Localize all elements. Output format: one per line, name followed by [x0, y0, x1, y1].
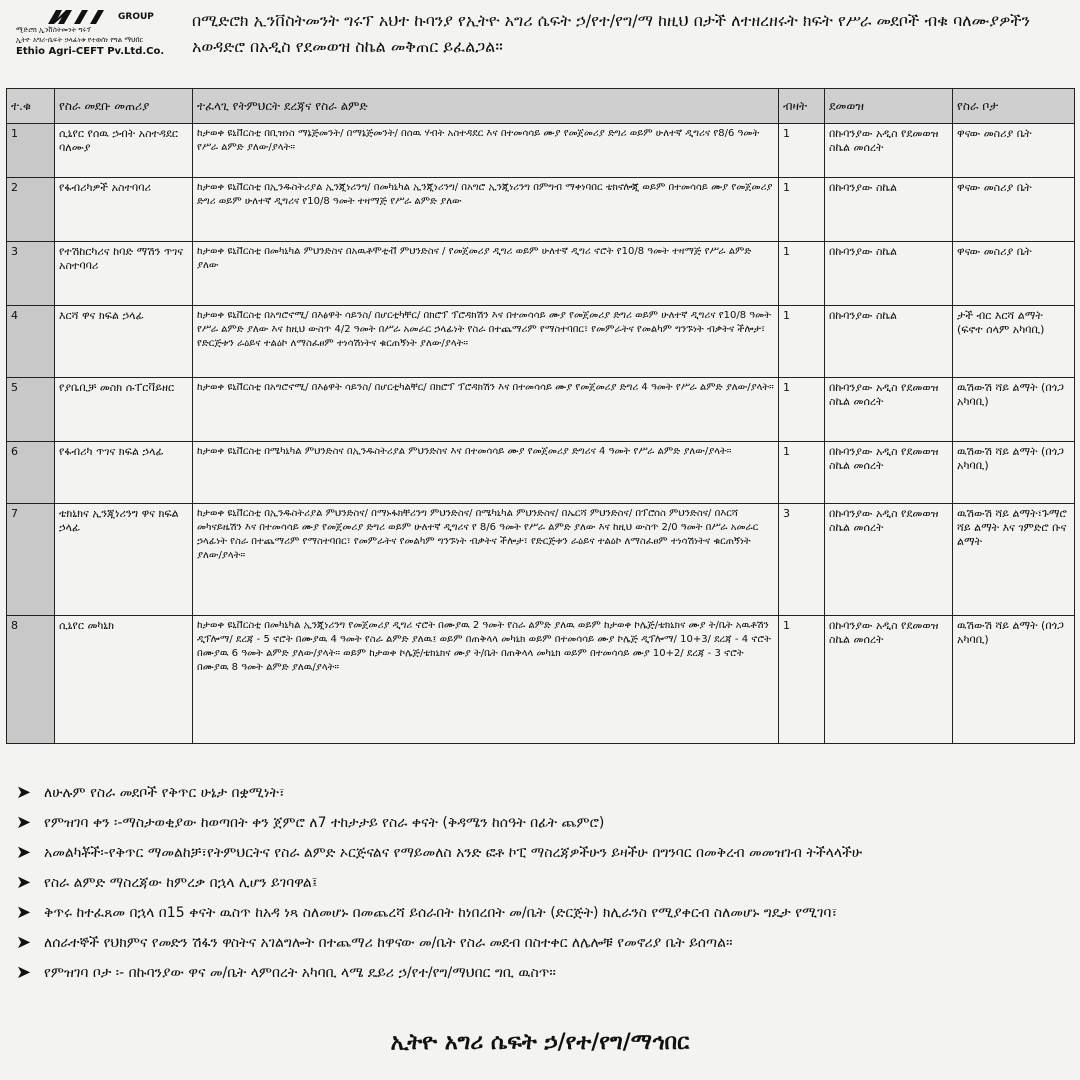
- row-title: የያቤቢቻ መስክ ሱፐርቫይዘር: [55, 378, 193, 442]
- row-number: 2: [7, 178, 55, 242]
- row-location: ዋናው መስሪያ ቤት: [953, 242, 1075, 306]
- list-item: [16, 928, 1076, 958]
- row-requirements: ከታወቀ ዩኒቨርስቲ በኢንዱስትሪያል ምህንድስና/ በማኑፋክቸሪንግ ምህንድስና/ በሜካኒካል ምህንድስና/ በኤርሻ ምህንድስና/ በፕሮሰስ ምህንድስና/ በእርሻ መካናይዜሽን እና በተመሳሳይ ሙያ የመጀመሪያ ድግሪ ወይም ሁለተኛ ዲግሪና የ 8/6 ዓመት የሥራ ልምድ ያለው እና ከዚህ ውስጥ 2/0 ዓመት በሥራ አመራር ኃላፊነት የስራ በተጨማሪም የማስተባበር፣ የመምራትና የመልካም ግንኙነት ብቃትና ችሎታ፣ የድርጅቱን ራዕይና ተልዕኮ ለማስፈፀም ተነሳሽነትና ቁርጠኝነት ያለው/ያላት።: [193, 504, 779, 616]
- arrow-bullet-icon: ➤: [16, 812, 32, 833]
- header-salary: ደመወዝ: [825, 89, 953, 124]
- row-quantity: 1: [779, 616, 825, 744]
- arrow-bullet-icon: ➤: [16, 782, 32, 803]
- header-number: ተ.ቁ: [7, 89, 55, 124]
- row-title: የፋብሪካ ጥገና ክፍል ኃላፊ: [55, 442, 193, 504]
- note-text: አመልካቾች፡-የቅጥር ማመልከቻ፣የትምህርትና የስራ ልምድ ኦርጅናልና የማይመለስ አንድ ፎቶ ኮፒ ማስረጃዎችሁን ይዛችሁ በግንባር በመቅረብ መመዝገብ ትችላላችሁ: [44, 845, 863, 861]
- table-row: [7, 504, 1075, 616]
- row-requirements: ከታወቀ ዩኒቨርስቲ በአግሮኖሚ/ በእፅዋት ሳይንስ/ በሆርቲካቸር/ በክሮፕ ፕሮዳክሽን እና በተመሳሳይ ሙያ የመጀመሪያ ድግሪ ወይም ሁለተኛ ዲግሪና የ10/8 ዓመት የሥራ ልምድ ያለው እና ከዚህ ውስጥ 4/2 ዓመት በሥራ አመራር ኃላፊነት የስራ በተጨማሪም የማስተባበር፣ የመምራትና የመልካም ግንኙነት ብቃትና ችሎታ፣ የድርጅቱን ራዕይና ተልዕኮ ለማስፈፀም ተነሳሽነትና ቁርጠኝነት ያለው/ያላት።: [193, 306, 779, 378]
- row-number: 4: [7, 306, 55, 378]
- row-title: እርሻ ዋና ክፍል ኃላፊ: [55, 306, 193, 378]
- row-location: ዉሽውሽ ሻይ ልማት (በጎጋ አካባቢ): [953, 442, 1075, 504]
- row-quantity: 1: [779, 242, 825, 306]
- row-requirements: ከታወቀ ዩኒቨርስቲ በመካኒካል ምህንድስና በአዉቶሞቲቭ ምህንድስና / የመጀመሪያ ዲግሪ ወይም ሁለተኛ ዲግሪ ኖሮት የ10/8 ዓመት ተዛማጅ የሥራ ልምድ ያለው: [193, 242, 779, 306]
- list-item: [16, 778, 1076, 808]
- row-requirements: ከታወቀ ዩኒቨርስቲ በኢንዱስትሪያል ኢንጂነሪንግ/ በመካኒካል ኢንጂነሪንግ/ በአግሮ ኢንጂነሪንግ በምግብ ማቀነባበር ቴክኖሎጂ ወይም በተመሳሳይ ሙያ የመጀመሪያ ድግሪ ወይም ሁለተኛ ዲግሪና የ10/8 ዓመት ተዛማጅ የሥራ ልምድ ያለው: [193, 178, 779, 242]
- row-quantity: 1: [779, 378, 825, 442]
- row-quantity: 1: [779, 442, 825, 504]
- page-header: [0, 0, 1080, 86]
- note-text: ቅጥሩ ከተፈጸመ በኋላ በ15 ቀናት ዉስጥ ከአዳ ነጻ ስለመሆኑ በመጨረሻ ይሰራበት ከነበረበት መ/ቤት (ድርጅት) ክሊራንስ የሚያቀርብ ስለመሆኑ ግዴታ የሚገባ፣: [44, 905, 838, 921]
- logo-amharic-line1: ሚድሮክ ኢንቨስትመንት ግሩፕ: [16, 26, 92, 34]
- list-item: [16, 808, 1076, 838]
- vacancy-table: [6, 88, 1075, 744]
- row-requirements: ከታወቀ ዩኒቨርስቲ በአግሮኖሚ/ በእፅዋት ሳይንስ/ በሆርቲካልቸር/ በክሮፕ ፕሮዳክሽን እና በተመሳሳይ ሙያ የመጀመሪያ ድግሪ 4 ዓመት የሥራ ልምድ ያለው/ያላት።: [193, 378, 779, 442]
- table-row: [7, 306, 1075, 378]
- row-salary: በኩባንያው ስኬል: [825, 306, 953, 378]
- list-item: [16, 958, 1076, 988]
- row-number: 6: [7, 442, 55, 504]
- table-row: [7, 442, 1075, 504]
- row-quantity: 3: [779, 504, 825, 616]
- table-row: [7, 124, 1075, 178]
- row-number: 8: [7, 616, 55, 744]
- table-header-row: [7, 89, 1075, 124]
- intro-paragraph: በሚድሮክ ኢንቨስትመንት ግሩፕ አህተ ኩባንያ የኢትዮ አግሪ ሴፍት ኃ/የተ/የግ/ማ ከዚህ በታች ለተዘረዘሩት ክፍት የሥራ መደቦች ብቁ ባለሙያዎችን አወዳድሮ በአዲስ የደመወዝ ስኬል መቅጠር ይፈልጋል።: [192, 11, 1030, 56]
- row-salary: በኩባንያው ስኬል: [825, 242, 953, 306]
- list-item: [16, 898, 1076, 928]
- header-location: የስራ ቦታ: [953, 89, 1075, 124]
- row-location: ዋናው መስሪያ ቤት: [953, 124, 1075, 178]
- row-title: የፋብሪካዎች አስተባባሪ: [55, 178, 193, 242]
- row-quantity: 1: [779, 124, 825, 178]
- list-item: [16, 868, 1076, 898]
- row-salary: በኩባንያው ስኬል: [825, 178, 953, 242]
- note-text: ለሁሉም የስራ መደቦች የቅጥር ሁኔታ በቋሚነት፣: [44, 785, 285, 801]
- arrow-bullet-icon: ➤: [16, 962, 32, 983]
- table-row: [7, 616, 1075, 744]
- row-number: 5: [7, 378, 55, 442]
- row-salary: በኩባንያው አዲስ የደመወዝ ስኬል መሰረት: [825, 504, 953, 616]
- note-text: ለሰራተኞች የህክምና የመድን ሽፋን ዋስትና አገልግሎት በተጨማሪ ከዋናው መ/ቤት የስራ መደብ በስተቀር ለሌሎቹ የመኖሪያ ቤት ይሰጣል።: [44, 935, 733, 951]
- row-salary: በኩባንያው አዲስ የደመወዝ ስኬል መሰረት: [825, 378, 953, 442]
- header-quantity: ብዛት: [779, 89, 825, 124]
- row-salary: በኩባንያው አዲስ የደመወዝ ስኬል መሰረት: [825, 616, 953, 744]
- row-location: ዉሽውሽ ሻይ ልማት (በጎጋ አካባቢ): [953, 378, 1075, 442]
- row-requirements: ከታወቀ ዩኒቨርስቲ በቢዝነስ ማኔጅመንት/ በማኔጅመንት/ በሰዉ ሃብት አስተዳደር እና በተመሳሳይ ሙያ የመጀመሪያ ድግሪ ወይም ሁለተኛ ዲግሪና የ8/6 ዓመት የሥራ ልምድ ያለው/ያላት።: [193, 124, 779, 178]
- row-number: 3: [7, 242, 55, 306]
- row-location: ዉሽውሽ ሻይ ልማት፣ጉማሮ ሻይ ልማት እና ገምድሮ ቡና ልማት: [953, 504, 1075, 616]
- row-title: ሲኒየር የሰዉ ኃብት አስተዳደር ባለሙያ: [55, 124, 193, 178]
- note-text: የምዝገባ ቦታ ፡- በኩባንያው ዋና መ/ቤት ላምበረት አካባቢ ላሜ ዴይሪ ኃ/የተ/የግ/ማህበር ግቢ ዉስጥ።: [44, 965, 556, 981]
- midroc-logo-icon: [46, 8, 116, 26]
- row-location: ታች ብር እርሻ ልማት (ፍኖተ ሰላም አካባቢ): [953, 306, 1075, 378]
- row-quantity: 1: [779, 306, 825, 378]
- list-item: [16, 838, 1076, 868]
- company-signature: ኢትዮ አግሪ ሴፍት ኃ/የተ/የግ/ማኅበር: [390, 1030, 690, 1055]
- table-row: [7, 378, 1075, 442]
- row-number: 7: [7, 504, 55, 616]
- note-text: የምዝገባ ቀን ፡-ማስታወቂያው ከወጣበት ቀን ጀምሮ ለ7 ተከታታይ የስራ ቀናት (ቅዳሜን ከሰዓት በፊት ጨምሮ): [44, 815, 605, 831]
- notes-list: [16, 778, 1076, 988]
- logo-group-text: GROUP: [118, 12, 154, 22]
- row-title: የተሽከርካሪና ከባድ ማሽን ጥገና አስተባባሪ: [55, 242, 193, 306]
- row-location: ዉሽውሽ ሻይ ልማት (በጎጋ አካባቢ): [953, 616, 1075, 744]
- logo-amharic-line2: ኢትዮ አግሪ-ሴፍት ኃላፊነቱ የተወሰነ የግል ማህበር: [16, 36, 144, 44]
- row-salary: በኩባንያው አዲስ የደመወዝ ስኬል መሰረት: [825, 124, 953, 178]
- arrow-bullet-icon: ➤: [16, 932, 32, 953]
- table-row: [7, 242, 1075, 306]
- arrow-bullet-icon: ➤: [16, 842, 32, 863]
- row-title: ሲኒየር መካኒክ: [55, 616, 193, 744]
- header-position: የስራ መደቡ መጠሪያ: [55, 89, 193, 124]
- row-requirements: ከታወቀ ዩኒቨርስቲ በመካኒካል ኢንጂነሪንግ የመጀመሪያ ዲግሪ ኖሮት በሙያዉ 2 ዓመት የስራ ልምድ ያለዉ ወይም ከታወቀ ኮሌጅ/ቴክኒክና ሙያ ት/ቤት አዉቶሽን ዲፕሎማ/ ደረጃ - 5 ኖሮት በሙያዉ 4 ዓመት የስራ ልምድ ያለዉ፤ ወይም በጠቅላላ መካኒክ ወይም በተመሳሳይ ሙያ ኮሌጅ ዲፕሎማ/ 10+3/ ደረጃ - 4 ኖሮት በሙያዉ 6 ዓመት ልምድ ያለው/ያላት። ወይም ከታወቀ ኮሌጅ/ቴክኒክና ሙያ ት/ቤት በጠቅላላ መካኒክ ወይም በተመሳሳይ ሙያ 10+2/ ደረጃ - 3 ኖሮት በሙያዉ 8 ዓመት ልምድ ያለዉ/ያላት።: [193, 616, 779, 744]
- company-logo: [12, 4, 180, 68]
- arrow-bullet-icon: ➤: [16, 872, 32, 893]
- arrow-bullet-icon: ➤: [16, 902, 32, 923]
- note-text: የስራ ልምድ ማስረጃው ከምረቃ በኋላ ሊሆን ይገባዋል፤: [44, 875, 318, 891]
- row-title: ቴክኒክና ኢንጂነሪንግ ዋና ክፍል ኃላፊ: [55, 504, 193, 616]
- header-requirements: ተፈላጊ የትምህርት ደረጃና የስራ ልምድ: [193, 89, 779, 124]
- table-row: [7, 178, 1075, 242]
- row-requirements: ከታወቀ ዩኒቨርስቲ በሜካኒካል ምህንድስና በኢንዱስትሪያል ምህንድስና እና በተመሳሳይ ሙያ የመጀመሪያ ድግሪና 4 ዓመት የሥራ ልምድ ያለው/ያላት።: [193, 442, 779, 504]
- row-quantity: 1: [779, 178, 825, 242]
- row-salary: በኩባንያው አዲስ የደመወዝ ስኬል መሰረት: [825, 442, 953, 504]
- row-number: 1: [7, 124, 55, 178]
- row-location: ዋናው መስሪያ ቤት: [953, 178, 1075, 242]
- logo-english-name: Ethio Agri-CEFT Pv.Ltd.Co.: [16, 46, 165, 57]
